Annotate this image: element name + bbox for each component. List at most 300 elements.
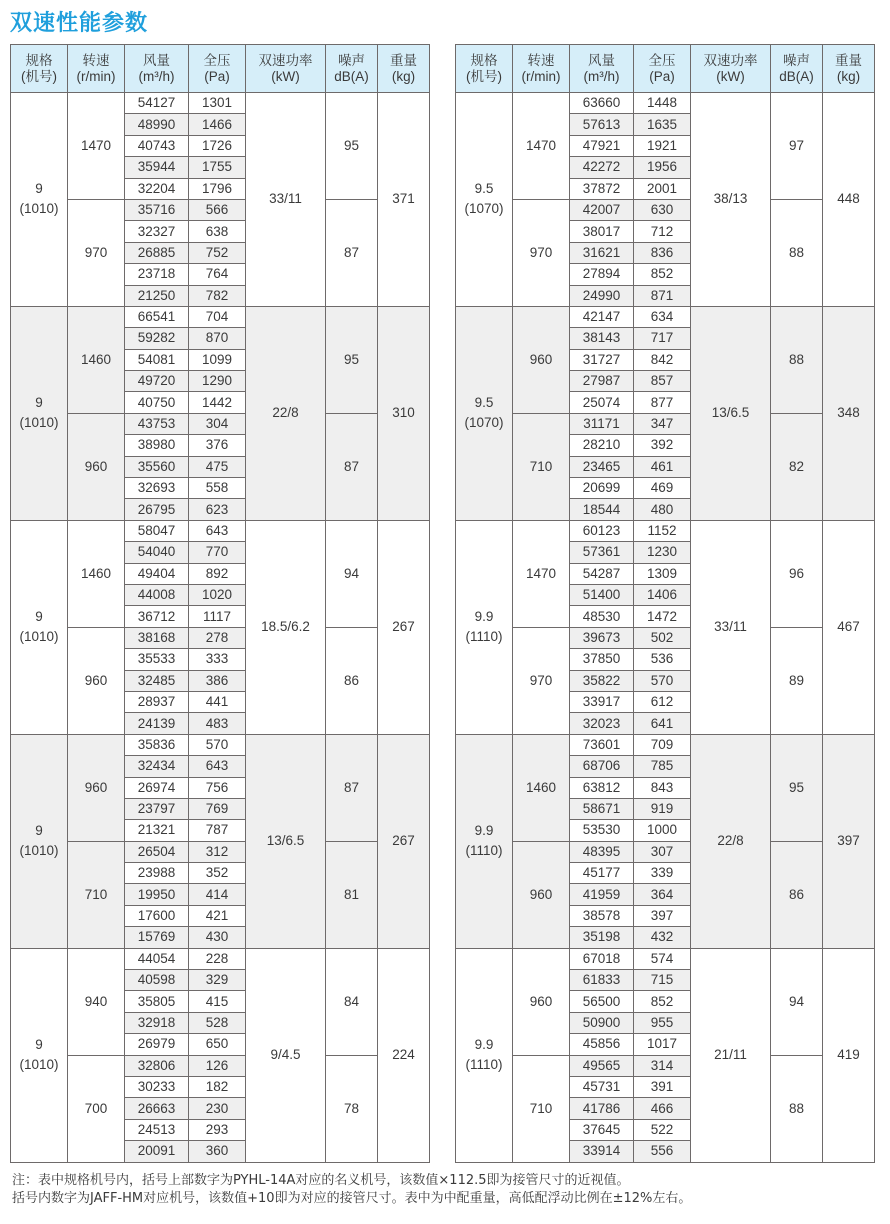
header-flow: 风量 (m³/h)	[125, 45, 189, 93]
pressure-cell: 228	[189, 948, 246, 969]
pressure-cell: 1152	[634, 520, 691, 541]
weight-cell: 310	[378, 306, 430, 520]
flow-cell: 25074	[570, 392, 634, 413]
flow-cell: 37645	[570, 1119, 634, 1140]
pressure-cell: 392	[634, 435, 691, 456]
pressure-cell: 556	[634, 1141, 691, 1162]
pressure-cell: 475	[189, 456, 246, 477]
flow-cell: 40743	[125, 135, 189, 156]
pressure-cell: 126	[189, 1055, 246, 1076]
flow-cell: 33914	[570, 1141, 634, 1162]
spec-sub-number: (1070)	[464, 201, 504, 217]
flow-cell: 42007	[570, 199, 634, 220]
flow-cell: 38578	[570, 905, 634, 926]
spec-sub-number: (1070)	[464, 415, 504, 431]
pressure-cell: 570	[634, 670, 691, 691]
header-noise: 噪声 dB(A)	[771, 45, 823, 93]
header-pressure: 全压 (Pa)	[634, 45, 691, 93]
pressure-cell: 1921	[634, 135, 691, 156]
pressure-cell: 643	[189, 520, 246, 541]
table-row	[11, 1055, 430, 1076]
flow-cell: 56500	[570, 991, 634, 1012]
noise-cell: 84	[326, 948, 378, 1055]
flow-cell: 66541	[125, 306, 189, 327]
flow-cell: 35836	[125, 734, 189, 755]
flow-cell: 45856	[570, 1034, 634, 1055]
noise-cell: 97	[771, 93, 823, 200]
flow-cell: 58047	[125, 520, 189, 541]
noise-cell: 96	[771, 520, 823, 627]
flow-cell: 19950	[125, 884, 189, 905]
spec-cell	[11, 734, 68, 948]
pressure-cell: 764	[189, 264, 246, 285]
spec-group	[11, 520, 430, 734]
pressure-cell: 397	[634, 905, 691, 926]
weight-cell: 267	[378, 734, 430, 948]
pressure-cell: 785	[634, 756, 691, 777]
flow-cell: 54127	[125, 93, 189, 114]
pressure-cell: 432	[634, 927, 691, 948]
power-cell: 33/11	[691, 520, 771, 734]
noise-cell: 82	[771, 413, 823, 520]
flow-cell: 38980	[125, 435, 189, 456]
spec-group	[456, 93, 875, 307]
weight-cell: 267	[378, 520, 430, 734]
flow-cell: 31727	[570, 349, 634, 370]
pressure-cell: 1020	[189, 584, 246, 605]
speed-cell: 970	[513, 199, 570, 306]
pressure-cell: 347	[634, 413, 691, 434]
pressure-cell: 566	[189, 199, 246, 220]
flow-cell: 32327	[125, 221, 189, 242]
weight-cell: 448	[823, 93, 875, 307]
flow-cell: 53530	[570, 820, 634, 841]
flow-cell: 37872	[570, 178, 634, 199]
pressure-cell: 502	[634, 627, 691, 648]
weight-cell: 224	[378, 948, 430, 1162]
pressure-cell: 352	[189, 863, 246, 884]
header-weight: 重量 (kg)	[378, 45, 430, 93]
noise-cell: 95	[326, 306, 378, 413]
flow-cell: 27894	[570, 264, 634, 285]
spec-group	[456, 306, 875, 520]
spec-sub-number: (1010)	[19, 201, 59, 217]
flow-cell: 32023	[570, 713, 634, 734]
spec-sub-number: (1010)	[19, 415, 59, 431]
flow-cell: 47921	[570, 135, 634, 156]
spec-number: 9.5	[474, 181, 494, 197]
pressure-cell: 570	[189, 734, 246, 755]
footnote-line: 注：表中规格机号内，括号上部数字为PYHL-14A对应的名义机号，该数值×112.5即为接管尺寸的近视值。	[12, 1173, 630, 1188]
speed-cell: 1470	[68, 93, 125, 200]
pressure-cell: 1466	[189, 114, 246, 135]
noise-cell: 87	[326, 734, 378, 841]
noise-cell: 95	[771, 734, 823, 841]
flow-cell: 32918	[125, 1012, 189, 1033]
flow-cell: 37850	[570, 649, 634, 670]
flow-cell: 32806	[125, 1055, 189, 1076]
spec-cell	[456, 93, 513, 307]
spec-cell	[11, 93, 68, 307]
table-header-row	[456, 45, 875, 93]
spec-number: 9.5	[474, 395, 494, 411]
pressure-cell: 623	[189, 499, 246, 520]
flow-cell: 28210	[570, 435, 634, 456]
noise-cell: 86	[771, 841, 823, 948]
speed-cell: 970	[68, 199, 125, 306]
pressure-cell: 1290	[189, 371, 246, 392]
pressure-cell: 877	[634, 392, 691, 413]
speed-cell: 960	[513, 306, 570, 413]
flow-cell: 68706	[570, 756, 634, 777]
flow-cell: 51400	[570, 584, 634, 605]
flow-cell: 18544	[570, 499, 634, 520]
flow-cell: 35198	[570, 927, 634, 948]
pressure-cell: 307	[634, 841, 691, 862]
pressure-cell: 1017	[634, 1034, 691, 1055]
header-speed: 转速 (r/min)	[513, 45, 570, 93]
flow-cell: 59282	[125, 328, 189, 349]
flow-cell: 30233	[125, 1076, 189, 1097]
power-cell: 9/4.5	[246, 948, 326, 1162]
spec-group	[456, 520, 875, 734]
spec-sub-number: (1110)	[465, 1057, 503, 1073]
pressure-cell: 386	[189, 670, 246, 691]
speed-cell: 940	[68, 948, 125, 1055]
noise-cell: 88	[771, 306, 823, 413]
pressure-cell: 892	[189, 563, 246, 584]
spec-group	[11, 93, 430, 307]
header-spec: 规格 (机号)	[11, 45, 68, 93]
noise-cell: 89	[771, 627, 823, 734]
spec-group	[456, 948, 875, 1162]
table-row	[11, 199, 430, 220]
flow-cell: 48530	[570, 606, 634, 627]
table-row	[456, 306, 875, 327]
pressure-cell: 955	[634, 1012, 691, 1033]
table-row	[456, 199, 875, 220]
flow-cell: 35560	[125, 456, 189, 477]
pressure-cell: 770	[189, 542, 246, 563]
flow-cell: 28937	[125, 691, 189, 712]
speed-cell: 960	[68, 627, 125, 734]
pressure-cell: 843	[634, 777, 691, 798]
flow-cell: 54287	[570, 563, 634, 584]
pressure-cell: 769	[189, 798, 246, 819]
flow-cell: 42272	[570, 157, 634, 178]
weight-cell: 397	[823, 734, 875, 948]
speed-cell: 710	[513, 413, 570, 520]
flow-cell: 26795	[125, 499, 189, 520]
pressure-cell: 469	[634, 478, 691, 499]
table-row	[456, 627, 875, 648]
pressure-cell: 1796	[189, 178, 246, 199]
footnotes	[12, 1172, 882, 1208]
spec-sub-number: (1110)	[465, 843, 503, 859]
power-cell: 21/11	[691, 948, 771, 1162]
spec-number: 9	[35, 395, 43, 411]
flow-cell: 26979	[125, 1034, 189, 1055]
table-row	[11, 734, 430, 755]
flow-cell: 17600	[125, 905, 189, 926]
flow-cell: 23718	[125, 264, 189, 285]
flow-cell: 38168	[125, 627, 189, 648]
speed-cell: 1460	[68, 306, 125, 413]
spec-number: 9	[35, 181, 43, 197]
pressure-cell: 314	[634, 1055, 691, 1076]
spec-cell	[456, 520, 513, 734]
spec-cell	[11, 948, 68, 1162]
flow-cell: 21321	[125, 820, 189, 841]
noise-cell: 95	[326, 93, 378, 200]
header-power: 双速功率 (kW)	[691, 45, 771, 93]
pressure-cell: 364	[634, 884, 691, 905]
flow-cell: 35805	[125, 991, 189, 1012]
pressure-cell: 574	[634, 948, 691, 969]
pressure-cell: 333	[189, 649, 246, 670]
flow-cell: 42147	[570, 306, 634, 327]
flow-cell: 73601	[570, 734, 634, 755]
flow-cell: 27987	[570, 371, 634, 392]
spec-number: 9	[35, 609, 43, 625]
flow-cell: 54081	[125, 349, 189, 370]
pressure-cell: 634	[634, 306, 691, 327]
power-cell: 18.5/6.2	[246, 520, 326, 734]
flow-cell: 61833	[570, 970, 634, 991]
flow-cell: 26885	[125, 242, 189, 263]
flow-cell: 32693	[125, 478, 189, 499]
flow-cell: 31621	[570, 242, 634, 263]
pressure-cell: 466	[634, 1098, 691, 1119]
pressure-cell: 376	[189, 435, 246, 456]
pressure-cell: 2001	[634, 178, 691, 199]
speed-cell: 1470	[513, 520, 570, 627]
flow-cell: 58671	[570, 798, 634, 819]
speed-cell: 960	[68, 734, 125, 841]
flow-cell: 54040	[125, 542, 189, 563]
pressure-cell: 715	[634, 970, 691, 991]
pressure-cell: 638	[189, 221, 246, 242]
pressure-cell: 182	[189, 1076, 246, 1097]
flow-cell: 63660	[570, 93, 634, 114]
pressure-cell: 842	[634, 349, 691, 370]
pressure-cell: 304	[189, 413, 246, 434]
spec-cell	[11, 306, 68, 520]
pressure-cell: 461	[634, 456, 691, 477]
table-row	[456, 1055, 875, 1076]
power-cell: 13/6.5	[691, 306, 771, 520]
flow-cell: 26504	[125, 841, 189, 862]
table-row	[11, 948, 430, 969]
pressure-cell: 782	[189, 285, 246, 306]
flow-cell: 40598	[125, 970, 189, 991]
flow-cell: 49720	[125, 371, 189, 392]
pressure-cell: 415	[189, 991, 246, 1012]
flow-cell: 67018	[570, 948, 634, 969]
spec-number: 9.9	[474, 823, 494, 839]
pressure-cell: 1309	[634, 563, 691, 584]
noise-cell: 78	[326, 1055, 378, 1162]
spec-number: 9	[35, 1037, 43, 1053]
header-power: 双速功率 (kW)	[246, 45, 326, 93]
page-title: 双速性能参数	[10, 11, 149, 36]
speed-cell: 960	[513, 948, 570, 1055]
speed-cell: 960	[513, 841, 570, 948]
pressure-cell: 752	[189, 242, 246, 263]
weight-cell: 419	[823, 948, 875, 1162]
footnote-line: 括号内数字为JAFF-HM对应机号，该数值+10即为对应的接管尺寸。表中为中配重量，高低配浮动比例在±12%左右。	[12, 1191, 692, 1206]
flow-cell: 38143	[570, 328, 634, 349]
pressure-cell: 1099	[189, 349, 246, 370]
flow-cell: 60123	[570, 520, 634, 541]
pressure-cell: 414	[189, 884, 246, 905]
pressure-cell: 870	[189, 328, 246, 349]
speed-cell: 1460	[513, 734, 570, 841]
spec-cell	[456, 948, 513, 1162]
pressure-cell: 1230	[634, 542, 691, 563]
spec-group	[11, 306, 430, 520]
pressure-cell: 278	[189, 627, 246, 648]
flow-cell: 24990	[570, 285, 634, 306]
pressure-cell: 643	[189, 756, 246, 777]
spec-sub-number: (1010)	[19, 629, 59, 645]
pressure-cell: 871	[634, 285, 691, 306]
flow-cell: 49565	[570, 1055, 634, 1076]
spec-number: 9.9	[474, 609, 494, 625]
header-weight: 重量 (kg)	[823, 45, 875, 93]
speed-cell: 710	[68, 841, 125, 948]
flow-cell: 21250	[125, 285, 189, 306]
table-row	[456, 93, 875, 114]
speed-cell: 1460	[68, 520, 125, 627]
table-row	[456, 520, 875, 541]
pressure-cell: 391	[634, 1076, 691, 1097]
flow-cell: 15769	[125, 927, 189, 948]
spec-number: 9	[35, 823, 43, 839]
header-speed: 转速 (r/min)	[68, 45, 125, 93]
table-row	[456, 948, 875, 969]
table-row	[11, 627, 430, 648]
pressure-cell: 1000	[634, 820, 691, 841]
spec-cell	[456, 734, 513, 948]
header-pressure: 全压 (Pa)	[189, 45, 246, 93]
table-row	[11, 413, 430, 434]
flow-cell: 23797	[125, 798, 189, 819]
flow-cell: 20699	[570, 478, 634, 499]
pressure-cell: 650	[189, 1034, 246, 1055]
pressure-cell: 712	[634, 221, 691, 242]
noise-cell: 94	[326, 520, 378, 627]
flow-cell: 24513	[125, 1119, 189, 1140]
pressure-cell: 1442	[189, 392, 246, 413]
pressure-cell: 1956	[634, 157, 691, 178]
flow-cell: 45731	[570, 1076, 634, 1097]
header-spec: 规格 (机号)	[456, 45, 513, 93]
flow-cell: 26663	[125, 1098, 189, 1119]
noise-cell: 87	[326, 413, 378, 520]
flow-cell: 38017	[570, 221, 634, 242]
pressure-cell: 919	[634, 798, 691, 819]
flow-cell: 39673	[570, 627, 634, 648]
pressure-cell: 230	[189, 1098, 246, 1119]
table-row	[456, 734, 875, 755]
noise-cell: 94	[771, 948, 823, 1055]
pressure-cell: 857	[634, 371, 691, 392]
spec-sub-number: (1010)	[19, 1057, 59, 1073]
table-row	[456, 413, 875, 434]
pressure-cell: 787	[189, 820, 246, 841]
pressure-cell: 483	[189, 713, 246, 734]
flow-cell: 23465	[570, 456, 634, 477]
weight-cell: 348	[823, 306, 875, 520]
pressure-cell: 558	[189, 478, 246, 499]
pressure-cell: 360	[189, 1141, 246, 1162]
pressure-cell: 329	[189, 970, 246, 991]
flow-cell: 32434	[125, 756, 189, 777]
performance-table-left	[10, 44, 430, 1163]
table-header-row	[11, 45, 430, 93]
pressure-cell: 1755	[189, 157, 246, 178]
spec-number: 9.9	[474, 1037, 494, 1053]
pressure-cell: 1448	[634, 93, 691, 114]
spec-sub-number: (1010)	[19, 843, 59, 859]
flow-cell: 44054	[125, 948, 189, 969]
pressure-cell: 717	[634, 328, 691, 349]
pressure-cell: 709	[634, 734, 691, 755]
header-flow: 风量 (m³/h)	[570, 45, 634, 93]
power-cell: 38/13	[691, 93, 771, 307]
flow-cell: 20091	[125, 1141, 189, 1162]
pressure-cell: 836	[634, 242, 691, 263]
pressure-cell: 1117	[189, 606, 246, 627]
pressure-cell: 704	[189, 306, 246, 327]
flow-cell: 49404	[125, 563, 189, 584]
pressure-cell: 421	[189, 905, 246, 926]
noise-cell: 88	[771, 1055, 823, 1162]
pressure-cell: 441	[189, 691, 246, 712]
spec-cell	[456, 306, 513, 520]
speed-cell: 1470	[513, 93, 570, 200]
noise-cell: 87	[326, 199, 378, 306]
power-cell: 22/8	[246, 306, 326, 520]
pressure-cell: 630	[634, 199, 691, 220]
flow-cell: 31171	[570, 413, 634, 434]
spec-cell	[11, 520, 68, 734]
spec-group	[11, 948, 430, 1162]
pressure-cell: 852	[634, 264, 691, 285]
flow-cell: 26974	[125, 777, 189, 798]
table-row	[11, 841, 430, 862]
flow-cell: 35533	[125, 649, 189, 670]
pressure-cell: 1301	[189, 93, 246, 114]
pressure-cell: 1406	[634, 584, 691, 605]
flow-cell: 57613	[570, 114, 634, 135]
pressure-cell: 522	[634, 1119, 691, 1140]
flow-cell: 43753	[125, 413, 189, 434]
pressure-cell: 430	[189, 927, 246, 948]
flow-cell: 23988	[125, 863, 189, 884]
flow-cell: 35944	[125, 157, 189, 178]
flow-cell: 24139	[125, 713, 189, 734]
flow-cell: 45177	[570, 863, 634, 884]
speed-cell: 970	[513, 627, 570, 734]
flow-cell: 44008	[125, 584, 189, 605]
power-cell: 22/8	[691, 734, 771, 948]
flow-cell: 36712	[125, 606, 189, 627]
pressure-cell: 852	[634, 991, 691, 1012]
pressure-cell: 528	[189, 1012, 246, 1033]
table-row	[11, 93, 430, 114]
